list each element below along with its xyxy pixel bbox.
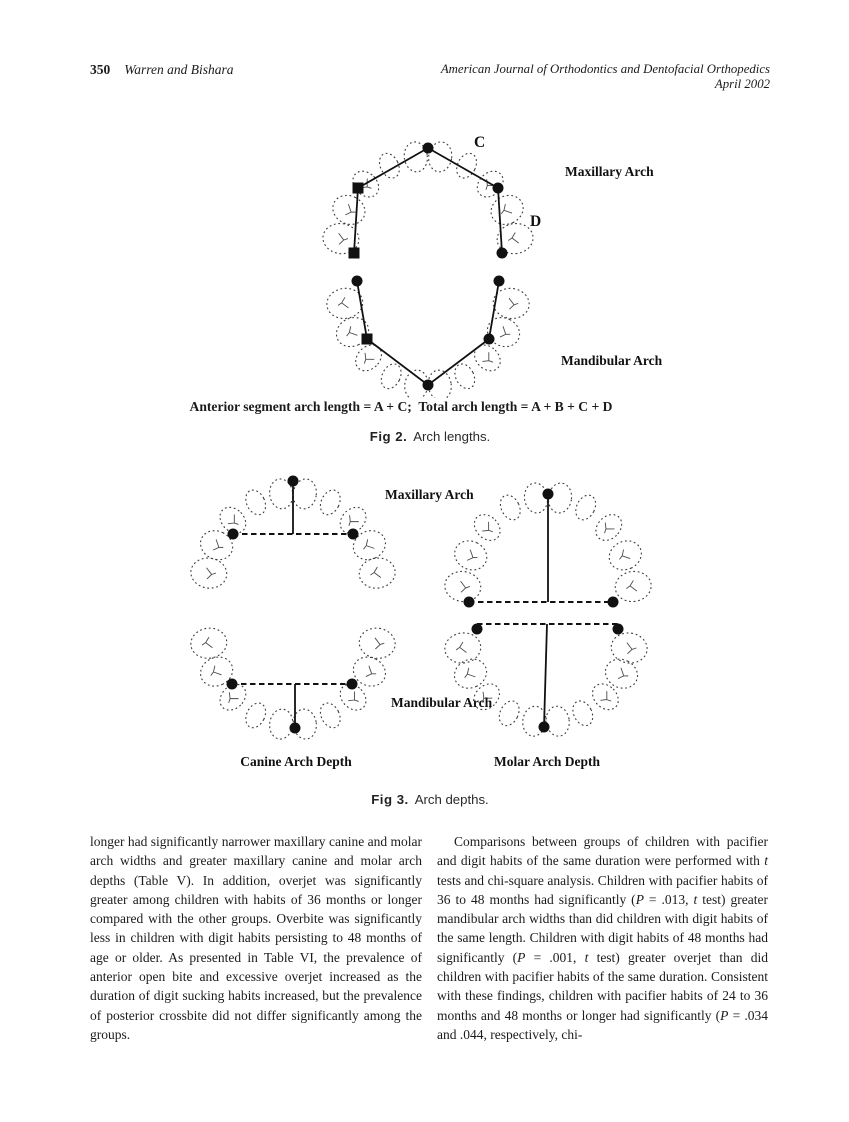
tooth xyxy=(357,626,397,661)
page-number: 350 xyxy=(90,62,111,77)
tooth xyxy=(469,340,505,376)
fig3-caption xyxy=(90,792,770,807)
running-head-left xyxy=(90,62,234,92)
fig3-maxillary-arch-label: Maxillary Arch xyxy=(385,487,474,502)
running-head-right xyxy=(441,62,770,92)
tooth xyxy=(453,150,481,181)
tooth xyxy=(497,492,525,523)
tooth xyxy=(443,569,483,604)
tooth xyxy=(591,509,627,545)
fig2-maxillary-arch-label: Maxillary Arch xyxy=(565,164,654,179)
tooth xyxy=(189,626,229,661)
molar-arch-depth-label: Molar Arch Depth xyxy=(494,754,600,769)
tooth xyxy=(317,700,345,731)
tooth xyxy=(317,487,345,518)
tooth xyxy=(604,536,646,576)
tooth xyxy=(601,654,643,694)
fig2-formula: Anterior segment arch length = A + C; Total arch length = A + B + C + D xyxy=(189,399,613,414)
segment-label-c: C xyxy=(474,134,486,151)
tooth xyxy=(486,190,528,230)
fig2-teeth xyxy=(321,140,535,398)
tooth xyxy=(189,556,229,591)
tooth xyxy=(357,556,397,591)
tooth xyxy=(443,631,483,666)
tooth xyxy=(450,536,492,576)
fig2-arch-lengths-diagram xyxy=(90,118,770,398)
tooth xyxy=(450,654,492,694)
running-authors: Warren and Bishara xyxy=(124,62,234,77)
fig2-measurement-lines xyxy=(354,148,502,385)
fig3-arch-depths-diagram xyxy=(90,468,770,773)
tooth xyxy=(587,679,623,715)
tooth xyxy=(268,708,295,741)
fig3-caption-label: Fig 3. xyxy=(371,792,409,807)
fig2-mandibular-arch-label: Mandibular Arch xyxy=(561,353,663,368)
body-text-right-column: Comparisons between groups of children with pacifier and digit habits of the same duration were performed with t tests and chi-square analysis. Children with pacifier habits of 36 to 48 months had significantly (P = .013, t test) greater mandibular arch widths than did children with digit habits of the same length. Children with digit habits of 48 months had significantly (P = .001, t test) greater overjet than did children with pacifier habits of the same duration. Consistent with these findings, children with pacifier habits of 24 to 36 months and 48 months or longer had significantly (P = .034 and .044, respectively, chi- xyxy=(437,834,768,1042)
tooth xyxy=(242,700,270,731)
fig2-caption-label: Fig 2. xyxy=(369,429,408,444)
fig2-caption xyxy=(90,429,770,444)
tooth xyxy=(242,487,270,518)
body-text-left-column: longer had significantly narrower maxillary canine and molar arch widths and greater maxillary canine and molar arch depths (Table V). In addition, overjet was significantly greater among children with habits of 36 months or longer compared with the other groups. Overbite was significantly less in children with digit habits persisting to 48 months of age or older. As presented in Table VI, the prevalence of anterior open bite and excessive overjet increased as the duration of digit sucking habits increased, but the prevalence of posterior crossbite did not differ significantly among the groups. xyxy=(90,834,422,1042)
segment-label-d: D xyxy=(530,213,542,230)
tooth xyxy=(332,312,374,352)
tooth xyxy=(572,492,600,523)
fig3-canine-depth-measurements xyxy=(227,476,359,734)
tooth xyxy=(544,705,571,738)
fig3-caption-text: Arch depths. xyxy=(414,792,489,807)
tooth xyxy=(613,569,653,604)
tooth xyxy=(569,698,597,729)
fig2-caption-text: Arch lengths. xyxy=(413,429,491,444)
journal-issue: April 2002 xyxy=(714,77,770,91)
tooth xyxy=(351,340,387,376)
canine-arch-depth-label: Canine Arch Depth xyxy=(240,754,352,769)
journal-title: American Journal of Orthodontics and Dentofacial Orthopedics xyxy=(440,62,770,76)
tooth xyxy=(469,509,505,545)
fig3-mandibular-arch-label: Mandibular Arch xyxy=(391,695,493,710)
tooth xyxy=(495,698,523,729)
page-header xyxy=(90,62,770,92)
tooth xyxy=(376,150,404,181)
